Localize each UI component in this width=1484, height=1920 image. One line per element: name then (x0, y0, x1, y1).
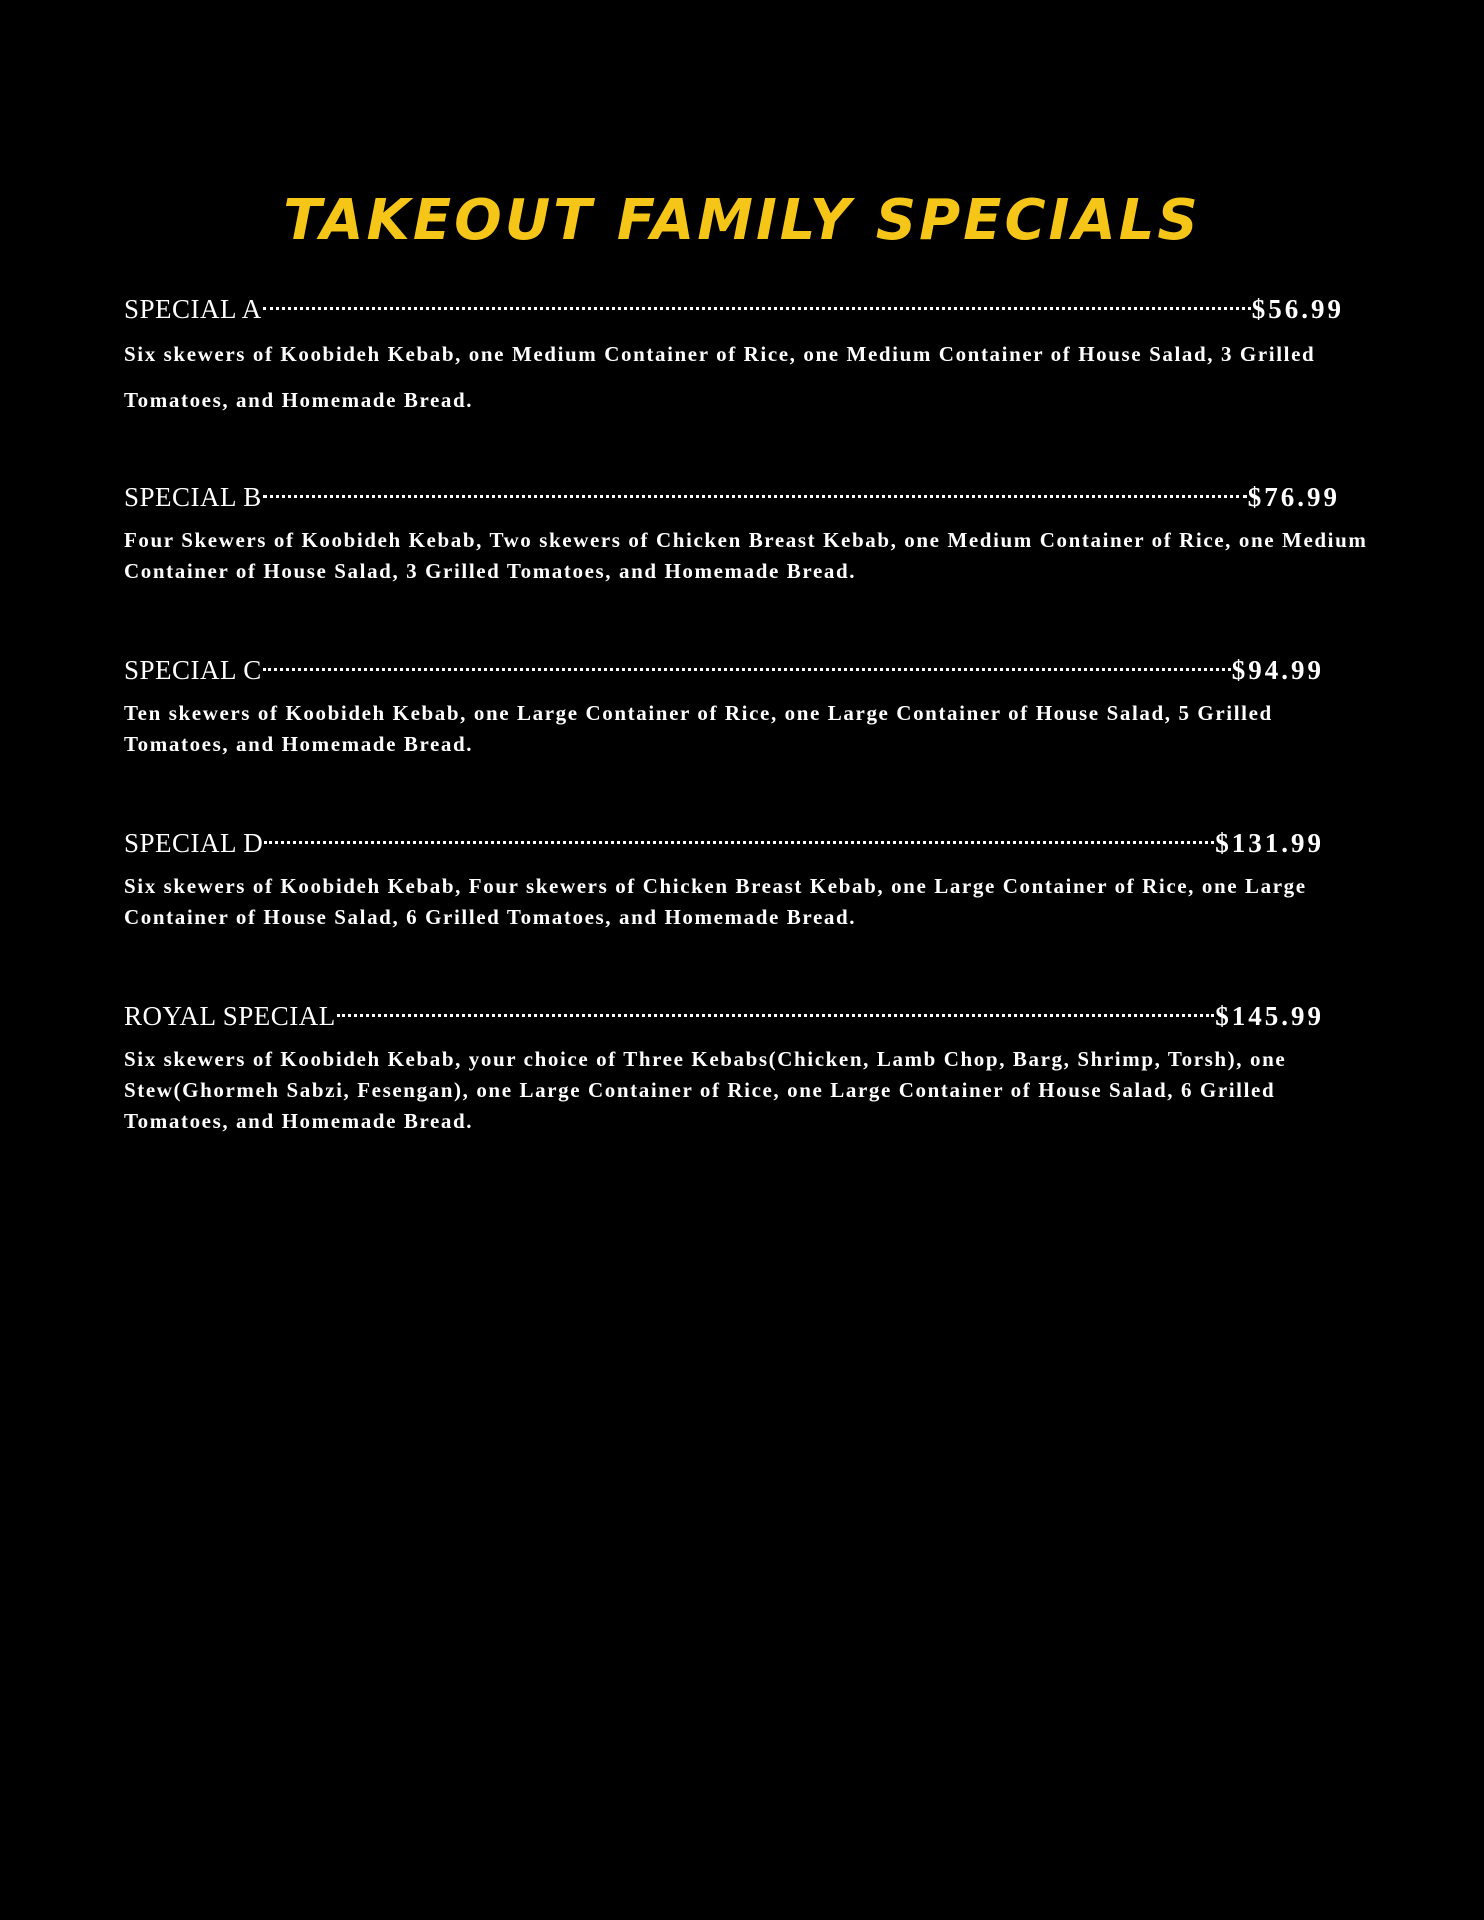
special-price: $76.99 (1247, 482, 1340, 512)
special-name: SPECIAL A (124, 294, 262, 324)
royal-special (124, 989, 1324, 1137)
special-description: Four Skewers of Koobideh Kebab, Two skewers of Chicken Breast Kebab, one Medium Container of Rice, one Medium Container of House Salad, 3 Grilled Tomatoes, and Homemade Bread. (124, 528, 1368, 583)
special-header (124, 643, 1324, 688)
special-price: $131.99 (1215, 828, 1324, 858)
dot-leader (263, 282, 1251, 318)
dot-leader (264, 816, 1214, 852)
special-price: $56.99 (1251, 294, 1344, 324)
special-d (124, 816, 1324, 933)
special-name: SPECIAL C (124, 655, 262, 685)
special-a (124, 282, 1344, 423)
special-header (124, 989, 1324, 1034)
special-header (124, 282, 1344, 327)
special-description: Six skewers of Koobideh Kebab, Four skewers of Chicken Breast Kebab, one Large Container of Rice, one Large Container of House Salad, 6 Grilled Tomatoes, and Homemade Bread. (124, 874, 1307, 929)
special-price: $94.99 (1231, 655, 1324, 685)
special-c (124, 643, 1324, 760)
special-description: Six skewers of Koobideh Kebab, your choice of Three Kebabs(Chicken, Lamb Chop, Barg, Shrimp, Torsh), one Stew(Ghormeh Sabzi, Fesengan), one Large Container of Rice, one Large Container of House Salad, 6 Grilled Tomatoes, and Homemade Bread. (124, 1047, 1287, 1133)
special-header (124, 816, 1324, 861)
special-name: SPECIAL B (124, 482, 262, 512)
dot-leader (337, 989, 1214, 1025)
special-description: Ten skewers of Koobideh Kebab, one Large Container of Rice, one Large Container of House Salad, 5 Grilled Tomatoes, and Homemade Bread. (124, 701, 1273, 756)
menu-title: TAKEOUT FAMILY SPECIALS (283, 188, 1201, 253)
dot-leader (263, 470, 1247, 506)
dot-leader (263, 643, 1231, 679)
special-name: SPECIAL D (124, 828, 264, 858)
special-header (124, 470, 1340, 515)
special-name: ROYAL SPECIAL (124, 1001, 336, 1031)
special-price: $145.99 (1215, 1001, 1324, 1031)
special-b (124, 470, 1368, 587)
special-description: Six skewers of Koobideh Kebab, one Medium Container of Rice, one Medium Container of House Salad, 3 Grilled Tomatoes, and Homemade Bread. (124, 342, 1316, 412)
